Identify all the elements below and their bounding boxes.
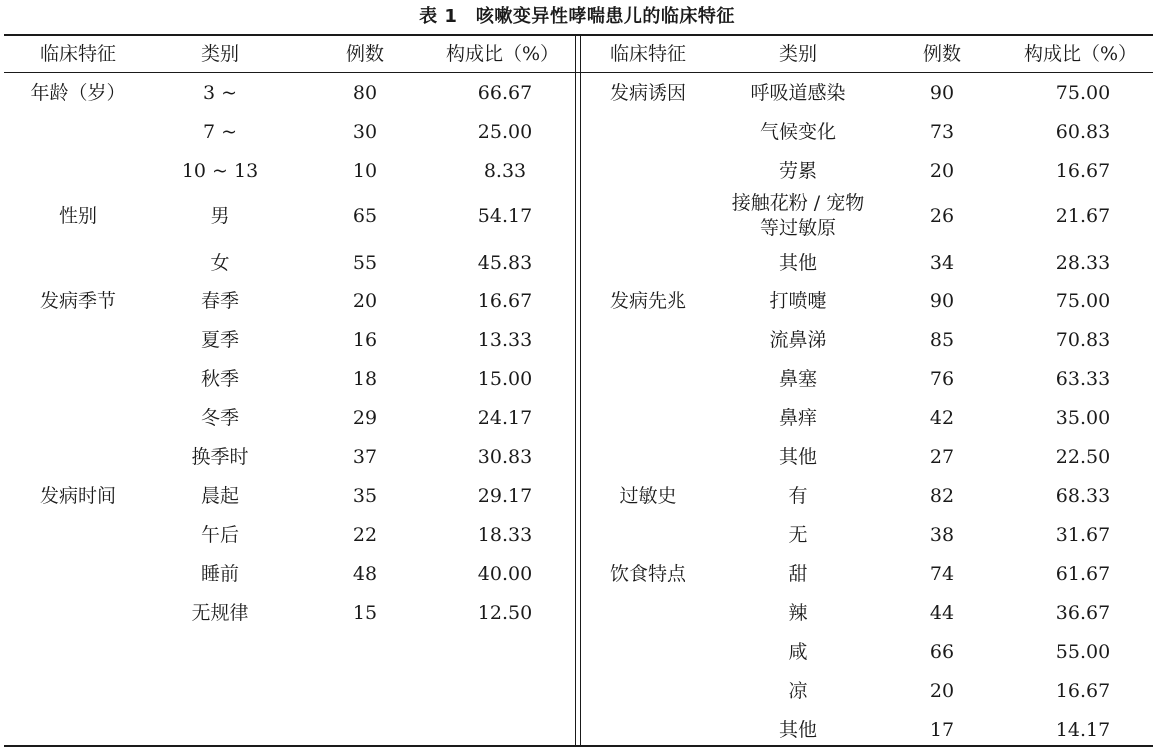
cell-category: 午后 xyxy=(200,524,239,546)
cell-ratio: 36.67 xyxy=(1055,602,1111,624)
cell-count: 73 xyxy=(929,121,955,143)
cell-category: 晨起 xyxy=(200,485,239,507)
cell-ratio: 66.67 xyxy=(477,82,533,104)
right-table xyxy=(578,0,1153,751)
cell-ratio: 18.33 xyxy=(477,524,533,546)
cell-count: 20 xyxy=(352,290,378,312)
cell-count: 37 xyxy=(352,446,378,468)
cell-category: 辣 xyxy=(788,602,808,624)
cell-category: 10 ~ 13 xyxy=(181,160,259,182)
cell-category: 流鼻涕 xyxy=(769,329,827,351)
cell-category: 其他 xyxy=(778,252,817,274)
cell-category: 凉 xyxy=(788,680,808,702)
cell-category: 冬季 xyxy=(200,407,239,429)
cell-ratio: 75.00 xyxy=(1055,290,1111,312)
cell-ratio: 12.50 xyxy=(477,602,533,624)
cell-category: 其他 xyxy=(778,719,817,741)
cell-category: 无 xyxy=(788,524,808,546)
cell-category: 无规律 xyxy=(191,602,249,624)
cell-count: 38 xyxy=(929,524,955,546)
header-feature: 临床特征 xyxy=(609,43,686,65)
header-category: 类别 xyxy=(200,43,239,65)
cell-count: 29 xyxy=(352,407,378,429)
cell-count: 30 xyxy=(352,121,378,143)
cell-ratio: 45.83 xyxy=(477,252,533,274)
cell-feature: 饮食特点 xyxy=(609,563,686,585)
cell-count: 80 xyxy=(352,82,378,104)
cell-category: 咸 xyxy=(788,641,808,663)
cell-ratio: 13.33 xyxy=(477,329,533,351)
header-ratio: 构成比（%） xyxy=(445,43,560,65)
cell-ratio: 28.33 xyxy=(1055,252,1111,274)
cell-count: 15 xyxy=(352,602,378,624)
cell-count: 16 xyxy=(352,329,378,351)
cell-ratio: 70.83 xyxy=(1055,329,1111,351)
cell-ratio: 31.67 xyxy=(1055,524,1111,546)
cell-count: 20 xyxy=(929,680,955,702)
cell-count: 65 xyxy=(352,205,378,227)
cell-count: 18 xyxy=(352,368,378,390)
cell-ratio: 21.67 xyxy=(1055,205,1111,227)
cell-category: 其他 xyxy=(778,446,817,468)
cell-feature: 发病诱因 xyxy=(609,82,686,104)
cell-count: 66 xyxy=(929,641,955,663)
cell-ratio: 55.00 xyxy=(1055,641,1111,663)
cell-count: 42 xyxy=(929,407,955,429)
table-caption: 表 1 咳嗽变异性哮喘患儿的临床特征 xyxy=(419,6,735,27)
cell-category: 有 xyxy=(788,485,808,507)
header-ratio: 构成比（%） xyxy=(1023,43,1138,65)
cell-ratio: 16.67 xyxy=(1055,160,1111,182)
cell-count: 27 xyxy=(929,446,955,468)
cell-ratio: 61.67 xyxy=(1055,563,1111,585)
cell-ratio: 16.67 xyxy=(477,290,533,312)
cell-category: 3 ~ xyxy=(202,82,238,104)
cell-count: 34 xyxy=(929,252,955,274)
cell-count: 26 xyxy=(929,205,955,227)
cell-feature: 发病先兆 xyxy=(609,290,686,312)
cell-count: 22 xyxy=(352,524,378,546)
cell-count: 10 xyxy=(352,160,378,182)
cell-category: 甜 xyxy=(788,563,808,585)
cell-count: 48 xyxy=(352,563,378,585)
cell-count: 85 xyxy=(929,329,955,351)
cell-count: 20 xyxy=(929,160,955,182)
cell-feature: 发病季节 xyxy=(39,290,116,312)
cell-count: 55 xyxy=(352,252,378,274)
header-category: 类别 xyxy=(778,43,817,65)
cell-category: 气候变化 xyxy=(759,121,836,143)
cell-ratio: 15.00 xyxy=(477,368,533,390)
cell-ratio: 8.33 xyxy=(483,160,527,182)
cell-count: 90 xyxy=(929,82,955,104)
header-count: 例数 xyxy=(922,43,961,65)
cell-count: 90 xyxy=(929,290,955,312)
cell-category: 鼻塞 xyxy=(778,368,817,390)
cell-category: 鼻痒 xyxy=(778,407,817,429)
cell-ratio: 63.33 xyxy=(1055,368,1111,390)
cell-feature: 过敏史 xyxy=(619,485,677,507)
cell-count: 82 xyxy=(929,485,955,507)
cell-ratio: 22.50 xyxy=(1055,446,1111,468)
cell-ratio: 14.17 xyxy=(1055,719,1111,741)
cell-category: 夏季 xyxy=(200,329,239,351)
cell-category: 换季时 xyxy=(191,446,249,468)
cell-feature: 性别 xyxy=(58,205,97,227)
cell-category: 呼吸道感染 xyxy=(750,82,846,104)
cell-category: 男 xyxy=(210,205,230,227)
cell-count: 74 xyxy=(929,563,955,585)
cell-category: 睡前 xyxy=(200,563,239,585)
cell-category: 接触花粉 / 宠物等过敏原 xyxy=(731,192,865,239)
cell-feature: 年龄（岁） xyxy=(30,82,126,104)
cell-ratio: 75.00 xyxy=(1055,82,1111,104)
cell-category: 秋季 xyxy=(200,368,239,390)
header-feature: 临床特征 xyxy=(39,43,116,65)
cell-category: 春季 xyxy=(200,290,239,312)
cell-feature: 发病时间 xyxy=(39,485,116,507)
cell-ratio: 40.00 xyxy=(477,563,533,585)
cell-category: 打喷嚏 xyxy=(769,290,827,312)
cell-ratio: 54.17 xyxy=(477,205,533,227)
left-table xyxy=(0,0,575,751)
cell-ratio: 30.83 xyxy=(477,446,533,468)
cell-ratio: 35.00 xyxy=(1055,407,1111,429)
cell-category: 女 xyxy=(210,252,230,274)
cell-count: 35 xyxy=(352,485,378,507)
cell-count: 44 xyxy=(929,602,955,624)
cell-category: 劳累 xyxy=(778,160,817,182)
cell-ratio: 29.17 xyxy=(477,485,533,507)
header-count: 例数 xyxy=(345,43,384,65)
cell-ratio: 68.33 xyxy=(1055,485,1111,507)
cell-category: 7 ~ xyxy=(202,121,238,143)
cell-ratio: 60.83 xyxy=(1055,121,1111,143)
cell-ratio: 24.17 xyxy=(477,407,533,429)
cell-count: 76 xyxy=(929,368,955,390)
table-divider-line xyxy=(575,35,576,746)
cell-ratio: 16.67 xyxy=(1055,680,1111,702)
cell-ratio: 25.00 xyxy=(477,121,533,143)
cell-count: 17 xyxy=(929,719,955,741)
